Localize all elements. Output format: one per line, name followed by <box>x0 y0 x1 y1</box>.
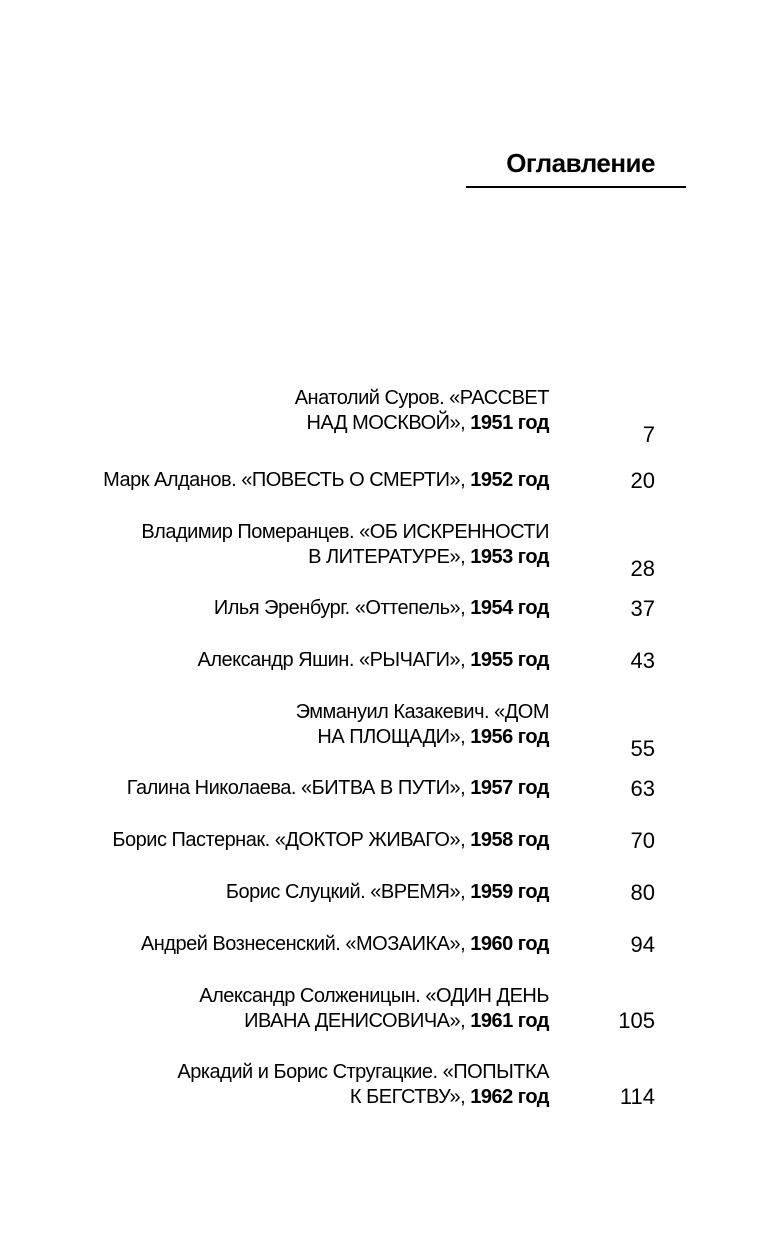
entry-title-line-1: Александр Солженицын. «ОДИН ДЕНЬ <box>199 985 549 1007</box>
entry-title-line-2: К БЕГСТВУ», 1962 год <box>349 1086 549 1108</box>
entry-page-number: 94 <box>630 932 655 957</box>
entry-page-number: 70 <box>630 828 655 853</box>
entry-title <box>295 386 549 436</box>
entry-title-line-2: НАД МОСКВОЙ», 1951 год <box>306 412 549 434</box>
entry-year: 1957 год <box>470 777 549 799</box>
entry-title <box>226 880 549 905</box>
entry-page-number: 105 <box>618 1008 655 1033</box>
entry-title <box>112 828 549 853</box>
entry-title-line-1: Аркадий и Борис Стругацкие. «ПОПЫТКА <box>177 1061 549 1083</box>
entry-title <box>198 648 550 673</box>
entry-title <box>296 700 549 750</box>
entry-title-line-2: Марк Алданов. «ПОВЕСТЬ О СМЕРТИ», 1952 год <box>103 469 549 491</box>
entry-title-line-2: В ЛИТЕРАТУРЕ», 1953 год <box>308 546 549 568</box>
entry-year: 1954 год <box>470 597 549 619</box>
entry-page-number: 28 <box>630 556 655 581</box>
entry-page-number: 114 <box>619 1084 655 1109</box>
entry-title-line-2: Андрей Вознесенский. «МОЗАИКА», 1960 год <box>140 933 549 955</box>
entry-page-number: 55 <box>630 736 655 761</box>
entry-year: 1961 год <box>470 1010 549 1032</box>
entry-title <box>199 984 549 1034</box>
entry-title-line-2: НА ПЛОЩАДИ», 1956 год <box>317 726 549 748</box>
entry-page-number: 7 <box>642 422 655 447</box>
entry-title <box>141 932 549 957</box>
entry-page-number: 80 <box>630 880 655 905</box>
entry-title <box>103 468 549 493</box>
entry-title-line-2: Галина Николаева. «БИТВА В ПУТИ», 1957 год <box>126 777 549 799</box>
entry-page-number: 43 <box>630 648 655 673</box>
entry-page-number: 37 <box>630 596 655 621</box>
entry-title-line-2: Борис Слуцкий. «ВРЕМЯ», 1959 год <box>225 881 549 903</box>
title-underline <box>466 186 686 188</box>
entry-year: 1953 год <box>470 546 549 568</box>
entry-title-line-2: ИВАНА ДЕНИСОВИЧА», 1961 год <box>244 1010 549 1032</box>
entry-title-line-2: Александр Яшин. «РЫЧАГИ», 1955 год <box>197 649 549 671</box>
entry-title-line-1: Эммануил Казакевич. «ДОМ <box>295 701 549 723</box>
entry-year: 1956 год <box>470 726 549 748</box>
entry-page-number: 20 <box>630 468 655 493</box>
entry-title-line-1: Анатолий Суров. «РАССВЕТ <box>294 387 549 409</box>
entry-title-line-2: Борис Пастернак. «ДОКТОР ЖИВАГО», 1958 год <box>112 829 549 851</box>
entry-year: 1958 год <box>470 829 549 851</box>
page-title: Оглавление <box>506 148 655 178</box>
entry-year: 1955 год <box>470 649 549 671</box>
entry-title <box>127 776 549 801</box>
entry-year: 1959 год <box>470 881 549 903</box>
entry-year: 1960 год <box>470 933 549 955</box>
entry-year: 1962 год <box>470 1086 549 1108</box>
entry-title <box>141 520 549 570</box>
entry-title <box>214 596 549 621</box>
entry-title-line-1: Владимир Померанцев. «ОБ ИСКРЕННОСТИ <box>141 521 549 543</box>
entry-title-line-2: Илья Эренбург. «Оттепель», 1954 год <box>213 597 549 619</box>
entry-title <box>177 1060 549 1110</box>
entry-year: 1952 год <box>470 469 549 491</box>
entry-page-number: 63 <box>630 776 655 801</box>
entry-year: 1951 год <box>470 412 549 434</box>
